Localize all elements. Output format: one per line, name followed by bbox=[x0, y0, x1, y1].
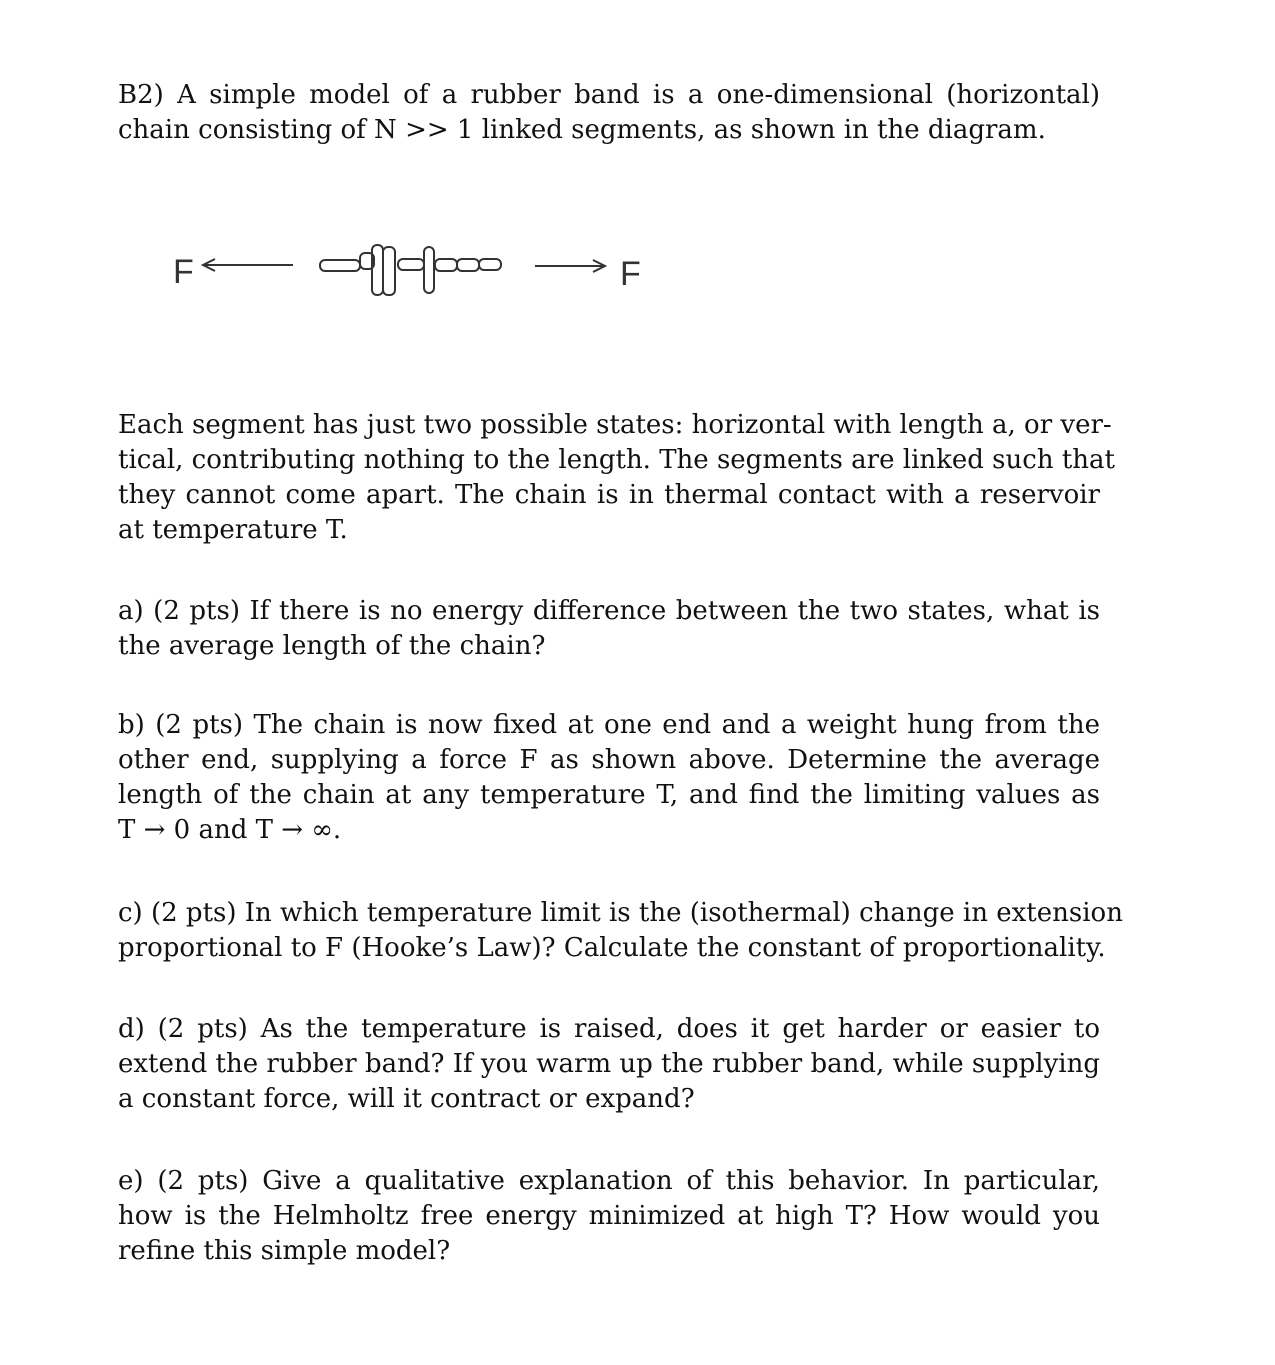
text-line: how is the Helmholtz free energy minimized at high T? How would you bbox=[118, 1201, 1100, 1231]
chain-sketch bbox=[165, 235, 665, 310]
text-line: the average length of the chain? bbox=[118, 631, 546, 661]
right-force-label: F bbox=[620, 255, 641, 293]
text-line: extend the rubber band? If you warm up the rubber band, while supplying bbox=[118, 1049, 1100, 1079]
text-line: tical, contributing nothing to the length. The segments are linked such that bbox=[118, 445, 1115, 475]
text-line: refine this simple model? bbox=[118, 1236, 451, 1266]
text-line: length of the chain at any temperature T, and find the limiting values as bbox=[118, 780, 1100, 810]
text-line: c) (2 pts) In which temperature limit is the (isothermal) change in extension bbox=[118, 898, 1123, 928]
right-force-arrow bbox=[535, 260, 605, 272]
left-force-label: F bbox=[173, 253, 194, 291]
text-line: e) (2 pts) Give a qualitative explanation of this behavior. In particular, bbox=[118, 1166, 1100, 1196]
chain-segments bbox=[320, 245, 501, 295]
text-line: b) (2 pts) The chain is now fixed at one end and a weight hung from the bbox=[118, 710, 1100, 740]
text-line: Each segment has just two possible states: horizontal with length a, or ver- bbox=[118, 410, 1112, 440]
problem-intro bbox=[118, 78, 1100, 148]
left-force-arrow bbox=[203, 259, 293, 271]
problem-description bbox=[118, 408, 1115, 548]
text-line: a) (2 pts) If there is no energy difference between the two states, what is bbox=[118, 596, 1100, 626]
question-c bbox=[118, 896, 1123, 966]
text-line: a constant force, will it contract or expand? bbox=[118, 1084, 695, 1114]
text-line: T → 0 and T → ∞. bbox=[118, 815, 342, 845]
question-a bbox=[118, 594, 1100, 664]
text-line: d) (2 pts) As the temperature is raised, does it get harder or easier to bbox=[118, 1014, 1100, 1044]
text-line: chain consisting of N >> 1 linked segments, as shown in the diagram. bbox=[118, 115, 1046, 145]
text-line: other end, supplying a force F as shown above. Determine the average bbox=[118, 745, 1100, 775]
text-line: proportional to F (Hooke’s Law)? Calculate the constant of proportionality. bbox=[118, 933, 1106, 963]
question-d bbox=[118, 1012, 1100, 1117]
text-line: they cannot come apart. The chain is in thermal contact with a reservoir bbox=[118, 480, 1100, 510]
text-line: at temperature T. bbox=[118, 515, 348, 545]
question-e bbox=[118, 1164, 1100, 1269]
question-b bbox=[118, 708, 1100, 848]
text-line: B2) A simple model of a rubber band is a one-dimensional (horizontal) bbox=[118, 80, 1100, 110]
rubber-band-chain-diagram bbox=[165, 235, 665, 310]
